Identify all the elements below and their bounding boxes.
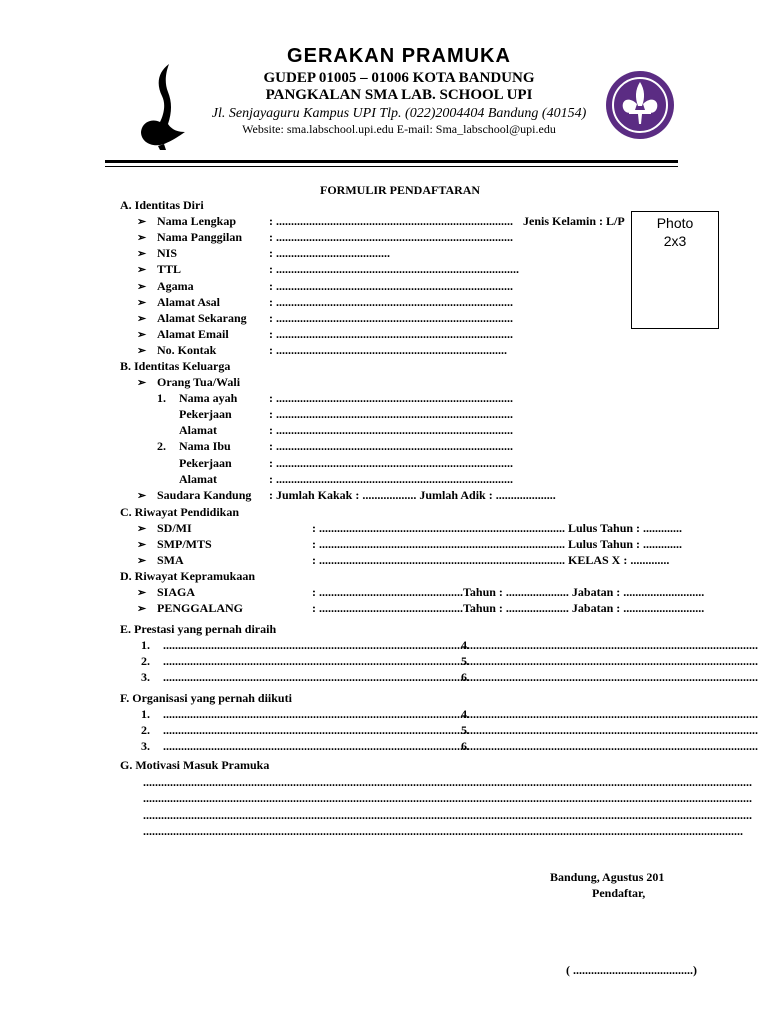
place-date: Bandung, Agustus 201 xyxy=(550,870,665,884)
field-label: Alamat xyxy=(179,472,217,486)
nama-panggilan-input[interactable]: : ............................................................................... xyxy=(269,230,513,244)
prestasi-input[interactable]: 4................................................................................................. xyxy=(461,638,758,652)
arrow-bullet-icon: ➢ xyxy=(137,555,147,567)
arrow-bullet-icon: ➢ xyxy=(137,313,147,325)
nama-lengkap-input[interactable]: : ............................................................................... xyxy=(269,214,513,228)
field-label: Nama Lengkap xyxy=(157,214,237,228)
field-label: PENGGALANG xyxy=(157,601,244,615)
field-label: SIAGA xyxy=(157,585,196,599)
alamat-ayah-input[interactable]: : ............................................................................... xyxy=(269,423,513,437)
form-title: FORMULIR PENDAFTARAN xyxy=(320,183,481,197)
section-a-title: A. Identitas Diri xyxy=(120,198,204,212)
alamat-ibu-input[interactable]: : ............................................................................... xyxy=(269,472,513,486)
motivasi-line-input[interactable]: ........................................................................................................................................................................................................... xyxy=(143,775,752,789)
photo-size: 2x3 xyxy=(663,233,687,249)
header-rule-thick xyxy=(105,160,678,163)
organisasi-input[interactable]: ...................................................................................................... xyxy=(163,739,469,753)
section-b-title: B. Identitas Keluarga xyxy=(120,359,231,373)
field-nama-lengkap xyxy=(137,214,146,229)
field-label: Nama Panggilan xyxy=(157,230,243,244)
gudep-line: GUDEP 01005 – 01006 KOTA BANDUNG xyxy=(263,70,535,86)
penggalang-input[interactable]: : ................................................Tahun : ..................... Jabatan : ........................... xyxy=(312,601,705,615)
no-kontak-input[interactable]: : ............................................................................. xyxy=(269,343,507,357)
arrow-bullet-icon: ➢ xyxy=(137,281,147,293)
saudara-kandung-input[interactable]: : Jumlah Kakak : .................. Jumlah Adik : .................... xyxy=(269,488,556,502)
motivasi-line-input[interactable]: ........................................................................................................................................................................................................... xyxy=(143,808,752,822)
jenis-kelamin-field[interactable]: Jenis Kelamin : L/P xyxy=(523,214,625,228)
prestasi-input[interactable]: ...................................................................................................... xyxy=(163,654,469,668)
arrow-bullet-icon: ➢ xyxy=(137,490,147,502)
website-line: Website: sma.labschool.upi.edu E-mail: Sma_labschool@upi.edu xyxy=(242,122,556,136)
list-number: 3. xyxy=(141,739,150,753)
nis-input[interactable]: : ...................................... xyxy=(269,246,390,260)
organisasi-input[interactable]: 5................................................................................................. xyxy=(461,723,758,737)
organisasi-input[interactable]: 6................................................................................................. xyxy=(461,739,758,753)
mother-number: 2. xyxy=(157,439,166,453)
organisasi-input[interactable]: ...................................................................................................... xyxy=(163,723,469,737)
saudara-kandung-label: Saudara Kandung xyxy=(157,488,252,502)
nama-ibu-input[interactable]: : ............................................................................... xyxy=(269,439,513,453)
list-number: 2. xyxy=(141,654,150,668)
photo-label: Photo xyxy=(656,215,694,231)
list-number: 3. xyxy=(141,670,150,684)
organisasi-input[interactable]: ...................................................................................................... xyxy=(163,707,469,721)
arrow-bullet-icon: ➢ xyxy=(137,216,147,228)
pekerjaan-ibu-input[interactable]: : ............................................................................... xyxy=(269,456,513,470)
signature-name-input[interactable]: ( ........................................) xyxy=(566,963,697,977)
section-c-title: C. Riwayat Pendidikan xyxy=(120,505,240,519)
signature-role: Pendaftar, xyxy=(592,886,646,900)
arrow-bullet-icon: ➢ xyxy=(137,248,147,260)
motivasi-line-input[interactable]: ........................................................................................................................................................................................................... xyxy=(143,791,752,805)
list-number: 1. xyxy=(141,638,150,652)
sd-input[interactable]: : .................................................................................. Lulus Tahun : ............. xyxy=(312,521,683,535)
section-f-title: F. Organisasi yang pernah diikuti xyxy=(120,691,292,705)
field-label: Alamat xyxy=(179,423,217,437)
arrow-bullet-icon: ➢ xyxy=(137,523,147,535)
header-rule-thin xyxy=(105,166,678,167)
arrow-bullet-icon: ➢ xyxy=(137,264,147,276)
field-label: Nama Ibu xyxy=(179,439,231,453)
field-label: Agama xyxy=(157,279,194,293)
alamat-asal-input[interactable]: : ............................................................................... xyxy=(269,295,513,309)
address-line: Jl. Senjayaguru Kampus UPI Tlp. (022)2004404 Bandung (40154) xyxy=(211,106,587,121)
field-label: Alamat Sekarang xyxy=(157,311,247,325)
section-g-title: G. Motivasi Masuk Pramuka xyxy=(120,758,270,772)
field-label: Nama ayah xyxy=(179,391,238,405)
arrow-bullet-icon: ➢ xyxy=(137,539,147,551)
field-label: Alamat Asal xyxy=(157,295,220,309)
field-label: Alamat Email xyxy=(157,327,229,341)
nama-ayah-input[interactable]: : ............................................................................... xyxy=(269,391,513,405)
agama-input[interactable]: : ............................................................................... xyxy=(269,279,513,293)
pekerjaan-ayah-input[interactable]: : ............................................................................... xyxy=(269,407,513,421)
arrow-bullet-icon: ➢ xyxy=(137,232,147,244)
arrow-bullet-icon: ➢ xyxy=(137,297,147,309)
field-label: SMA xyxy=(157,553,184,567)
prestasi-input[interactable]: 5................................................................................................. xyxy=(461,654,758,668)
section-d-title: D. Riwayat Kepramukaan xyxy=(120,569,256,583)
arrow-bullet-icon: ➢ xyxy=(137,345,147,357)
alamat-email-input[interactable]: : ............................................................................... xyxy=(269,327,513,341)
arrow-bullet-icon: ➢ xyxy=(137,587,147,599)
field-label: SD/MI xyxy=(157,521,192,535)
sma-input[interactable]: : .................................................................................. KELAS X : ............. xyxy=(312,553,670,567)
list-number: 2. xyxy=(141,723,150,737)
field-label: Pekerjaan xyxy=(179,456,232,470)
field-label: Pekerjaan xyxy=(179,407,232,421)
section-e-title: E. Prestasi yang pernah diraih xyxy=(120,622,277,636)
field-label: NIS xyxy=(157,246,178,260)
motivasi-line-input[interactable]: ........................................................................................................................................................................................................ xyxy=(143,824,743,838)
arrow-bullet-icon: ➢ xyxy=(137,329,147,341)
orang-tua-label: Orang Tua/Wali xyxy=(157,375,241,389)
field-label: SMP/MTS xyxy=(157,537,212,551)
prestasi-input[interactable]: 6................................................................................................. xyxy=(461,670,758,684)
alamat-sekarang-input[interactable]: : ............................................................................... xyxy=(269,311,513,325)
ttl-input[interactable]: : ................................................................................. xyxy=(269,262,519,276)
smp-input[interactable]: : .................................................................................. Lulus Tahun : ............. xyxy=(312,537,683,551)
field-label: TTL xyxy=(157,262,182,276)
arrow-bullet-icon: ➢ xyxy=(137,603,147,615)
field-label: No. Kontak xyxy=(157,343,217,357)
org-title: GERAKAN PRAMUKA xyxy=(287,45,511,67)
list-number: 1. xyxy=(141,707,150,721)
world-scout-emblem-icon xyxy=(605,70,675,140)
prestasi-input[interactable]: ...................................................................................................... xyxy=(163,638,469,652)
photo-box xyxy=(631,211,719,329)
arrow-bullet-icon: ➢ xyxy=(137,377,147,389)
school-line: PANGKALAN SMA LAB. SCHOOL UPI xyxy=(265,87,533,103)
siaga-input[interactable]: : ................................................Tahun : ..................... Jabatan : ........................... xyxy=(312,585,705,599)
prestasi-input[interactable]: ...................................................................................................... xyxy=(163,670,469,684)
father-number: 1. xyxy=(157,391,166,405)
organisasi-input[interactable]: 4................................................................................................. xyxy=(461,707,758,721)
